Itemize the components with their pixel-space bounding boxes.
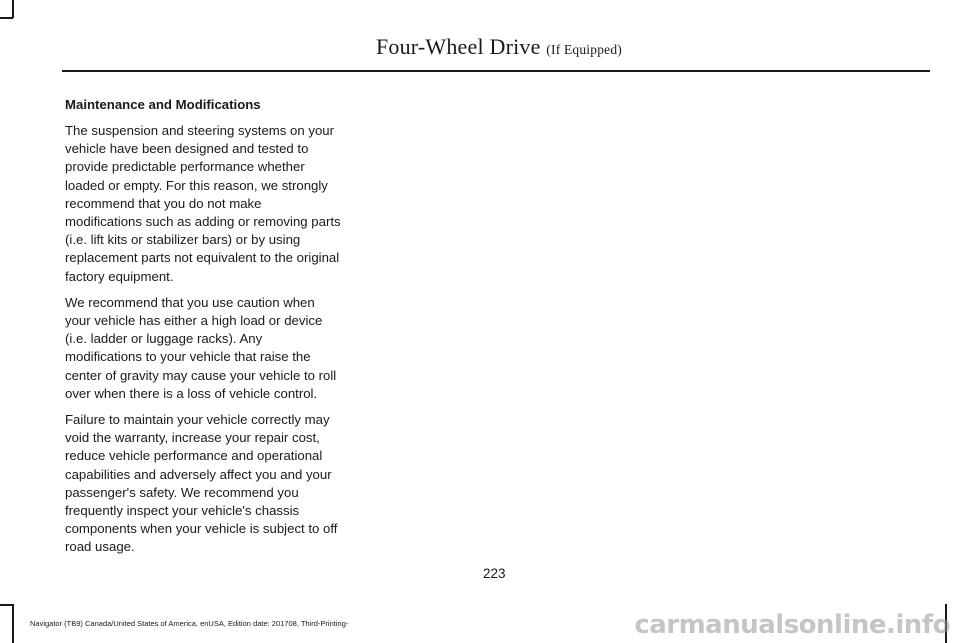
header-subtitle-text: (If Equipped) bbox=[546, 42, 622, 57]
header-title-text: Four-Wheel Drive bbox=[375, 34, 541, 59]
page-header-title bbox=[376, 34, 622, 60]
header-divider bbox=[62, 70, 930, 72]
crop-mark-top-left-horizontal bbox=[0, 17, 13, 19]
page-number: 223 bbox=[483, 566, 506, 581]
crop-mark-bottom-left-vertical bbox=[12, 604, 14, 643]
paragraph-3: Failure to maintain your vehicle correctly may void the warranty, increase your repair cost, reduce vehicle performance and operational capabilities and adversely affect you and your passenger's safety. We recommend you frequently inspect your vehicle's chassis components when your vehicle is subject to off road usage. bbox=[65, 412, 338, 555]
paragraph-1: The suspension and steering systems on your vehicle have been designed and tested to provide predictable performance whether loaded or empty. For this reason, we strongly recommend that you do not make modifications such as adding or removing parts (i.e. lift kits or stabilizer bars) or by using replacement parts not equivalent to the original factory equipment. bbox=[65, 123, 341, 284]
crop-mark-bottom-left-horizontal bbox=[0, 604, 13, 606]
footer-edition-info: Navigator (TB9) Canada/United States of America, enUSA, Edition date: 201708, Third-Printing- bbox=[30, 619, 349, 628]
watermark: carmanualsonline.info bbox=[634, 610, 950, 640]
crop-mark-top-left-vertical bbox=[12, 0, 14, 18]
section-heading: Maintenance and Modifications bbox=[65, 97, 261, 112]
main-content bbox=[65, 96, 341, 565]
paragraph-2: We recommend that you use caution when your vehicle has either a high load or device (i.e. ladder or luggage racks). Any modifications to your vehicle that raise the center of gravity may cause your vehicle to roll over when there is a loss of vehicle control. bbox=[65, 294, 337, 401]
